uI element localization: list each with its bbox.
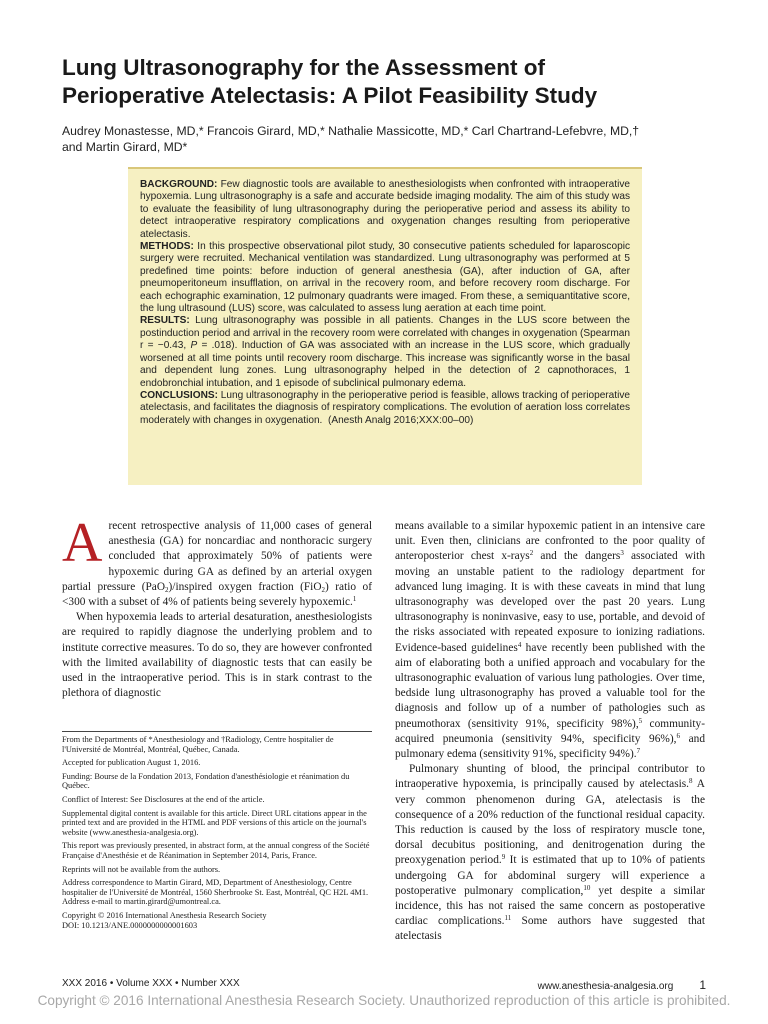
results-text-a: Lung ultrasonography was possible in all patients. Changes in the LUS score between the postinduction period and arrival in the recovery room were correlated with changes in oxygenation (Spearman r = −0.43, (140, 315, 630, 352)
note-supplemental: Supplemental digital content is available for this article. Direct URL citations appear in the printed text and are provided in the HTML and PDF versions of this article on the journal's website (www.anesthesia-analgesia.org). (62, 808, 367, 837)
reference-superscript: 2 (529, 549, 534, 558)
note-funding: Funding: Bourse de la Fondation 2013, Fondation d'anesthésiologie et réanimation du Québec. (62, 771, 350, 791)
background-text: Few diagnostic tools are available to anesthesiologists when confronted with intraoperative hypoxemia. Lung ultrasonography is a safe and accurate bedside imaging modality. The aim of this study was to evaluate the feasibility of lung ultrasonography during the perioperative period and assess its ability to detect intraoperative respiratory complications and oxygenation changes resulting from perioperative atelectasis. (140, 179, 630, 240)
reference-superscript: 10 (583, 883, 591, 892)
col2-p1-text-e: community-acquired pneumonia (sensitivity 94%, specificity 96%), (395, 717, 705, 745)
reference-superscript: 7 (636, 747, 641, 756)
journal-footer (538, 978, 706, 992)
col2-p2-text-a: Pulmonary shunting of blood, the principal contributor to intraoperative hypoxemia, is principally caused by atelectasis. (395, 763, 705, 791)
subscript: 2 (321, 585, 326, 594)
intro-p1-text-b: )/inspired oxygen fraction (FiO (168, 580, 322, 593)
authors-line-2: and Martin Girard, MD* (62, 140, 188, 154)
intro-paragraph-3 (395, 519, 705, 762)
col2-p1-text-b: and the dangers (533, 550, 621, 563)
methods-text: In this prospective observational pilot study, 30 consecutive patients scheduled for laparoscopic surgery were recruited. Mechanical ventilation was standardized. Lung ultrasonography was performed at 5 predefined time points: before induction of general anesthesia (GA), after induction of GA, after pneumoperitoneum insufflation, on arrival in the recovery room, and before recovery room discharge. For each echographic examination, 12 pulmonary quadrants were imaged. From these, a semiquantitative score, the lung ultrasound (LUS) score, was calculated to assess lung aeration at each time point. (140, 241, 630, 315)
author-list (62, 123, 722, 155)
journal-url[interactable]: www.anesthesia-analgesia.org (537, 981, 674, 992)
reference-superscript: 3 (620, 549, 624, 558)
citation-text: (Anesth Analg 2016;XXX:00–00) (327, 414, 474, 426)
col2-p1-text-d: have recently been published with the aim of elaborating both a unified approach and vocabulary for the ultrasonographic evaluation of various lung pathologies. Over time, bedside lung ultrasonography has proved a valuable tool for the diagnosis and follow up of a number of pathologies such as pneumothorax (sensitivity 91%, specificity 98%), (395, 641, 705, 730)
reference-superscript: 11 (504, 914, 512, 923)
conclusions-label: CONCLUSIONS: (140, 389, 218, 401)
author-notes (62, 735, 372, 930)
page-number: 1 (699, 978, 706, 992)
intro-paragraph-2: When hypoxemia leads to arterial desaturation, anesthesiologists are required to rapidly diagnose the underlying problem and to institute corrective measures. To do so, they are however confronted with the limited availability of diagnostic tests that can easily be used in the intraoperative period. This is in stark contrast to the plethora of diagnostic (62, 611, 372, 700)
doi-line: DOI: 10.1213/ANE.0000000000001603 (62, 920, 198, 930)
col2-p1-text-f: and pulmonary edema (sensitivity 91%, specificity 94%). (395, 732, 705, 761)
conclusions-text: Lung ultrasonography in the perioperative period is feasible, allows tracking of perioperative atelectasis, and facilitates the diagnosis of respiratory complications. The evolution of aeration loss correlates moderately with changes in oxygenation. (140, 389, 630, 426)
title-line-2: Perioperative Atelectasis: A Pilot Feasibility Study (62, 83, 598, 108)
abstract-box (128, 167, 642, 485)
intro-paragraph-4 (395, 762, 705, 944)
note-affiliations: From the Departments of *Anesthesiology and †Radiology, Centre hospitalier de l'Université de Montréal, Montréal, Québec, Canada. (62, 735, 334, 754)
reference-superscript: 5 (638, 716, 643, 725)
article-title (62, 54, 722, 110)
issue-footer: XXX 2016 • Volume XXX • Number XXX (62, 978, 240, 989)
note-reprints: Reprints will not be available from the authors. (62, 864, 221, 874)
authors-line-1: Audrey Monastesse, MD,* Francois Girard, MD,* Nathalie Massicotte, MD,* Carl Chartrand-Lefebvre, MD,† (62, 124, 640, 138)
col2-p2-text-d: yet despite a similar incidence, this has not raised the same concern as postoperative cardiac complications. (395, 884, 705, 928)
note-conflict: Conflict of Interest: See Disclosures at the end of the article. (62, 794, 265, 804)
abstract-conclusions (140, 390, 630, 427)
note-accepted: Accepted for publication August 1, 2016. (62, 758, 201, 768)
drop-cap: A (62, 512, 103, 574)
subscript: 2 (165, 585, 169, 594)
background-label: BACKGROUND: (140, 179, 218, 190)
col2-p2-text-e: Some authors have suggested that atelectasis (395, 915, 705, 943)
reference-superscript: 9 (501, 853, 506, 862)
copyright-watermark: Copyright © 2016 International Anesthesia Research Society. Unauthorized reproduction of this article is prohibited. (37, 993, 731, 1008)
intro-p1-text-c: ) ratio of <300 with a subset of 4% of patients being severely hypoxemic. (62, 580, 372, 609)
results-label: RESULTS: (140, 315, 190, 327)
p-value-symbol: P (190, 340, 198, 352)
reference-superscript: 1 (352, 595, 357, 604)
abstract-methods (140, 241, 630, 315)
abstract-results (140, 315, 630, 389)
body-column-right (395, 519, 705, 945)
body-column-left (62, 512, 372, 701)
reference-superscript: 4 (517, 640, 522, 649)
abstract-background (140, 179, 630, 241)
col2-p1-text-c: associated with moving an unstable patient to the radiology department for advanced lung imaging. It is with these caveats in mind that lung ultrasonography was developed over the past 20 years. Lung ultrasonography is noninvasive, easy to use, portable, and devoid of the risks associated with repeated exposure to ionizing radiations. Evidence-based guidelines (395, 550, 705, 654)
intro-p1-text-a: recent retrospective analysis of 11,000 cases of general anesthesia (GA) for noncardiac and nonthoracic surgery concluded that approximately 50% of patients were hypoxemic during GA as defined by an arterial oxygen partial pressure (PaO (62, 520, 372, 593)
intro-paragraph-1 (62, 512, 372, 610)
note-presented: This report was previously presented, in abstract form, at the annual congress of the Société Française d'Anesthésie et de Réanimation in September 2014, Paris, France. (62, 841, 370, 860)
footnote-divider (62, 731, 372, 732)
col2-p2-text-c: It is estimated that up to 10% of patients undergoing GA for abdominal surgery will experience a postoperative pulmonary complication, (395, 854, 705, 897)
title-line-1: Lung Ultrasonography for the Assessment of (62, 55, 545, 80)
note-copyright (62, 911, 372, 930)
reference-superscript: 8 (689, 777, 693, 786)
note-correspondence: Address correspondence to Martin Girard, MD, Department of Anesthesiology, Centre hospitalier de l'Université de Montréal, 1560 Sherbrooke St. East, Montréal, QC H2L 4M1. Address e-mail to martin.girard@umontreal.ca. (62, 878, 369, 907)
methods-label: METHODS: (140, 241, 194, 253)
results-text-b: = .018). Induction of GA was associated with an increase in the LUS score, which gradually worsened at all time points until recovery room discharge. This increase was significantly worse in the basal and dependent lung zones. Lung ultrasonography helped in the detection of 2 capnothoraces, 1 endobronchial intubation, and 1 episode of subclinical pulmonary edema. (140, 340, 630, 389)
col2-p1-text-a: means available to a similar hypoxemic patient in an intensive care unit. Even then, clinicians are confronted to the poor quality of anteroposterior chest x-rays (395, 520, 705, 563)
col2-p2-text-b: A very common phenomenon during GA, atelectasis is the consequence of a 20% reduction of the functional residual capacity. This reduction is caused by the loss of respiratory muscle tone, dorsal decubitus positioning, and denitrogenation during the preoxygenation period. (395, 778, 706, 867)
reference-superscript: 6 (676, 731, 680, 740)
copyright-line: Copyright © 2016 International Anesthesia Research Society (62, 910, 267, 920)
